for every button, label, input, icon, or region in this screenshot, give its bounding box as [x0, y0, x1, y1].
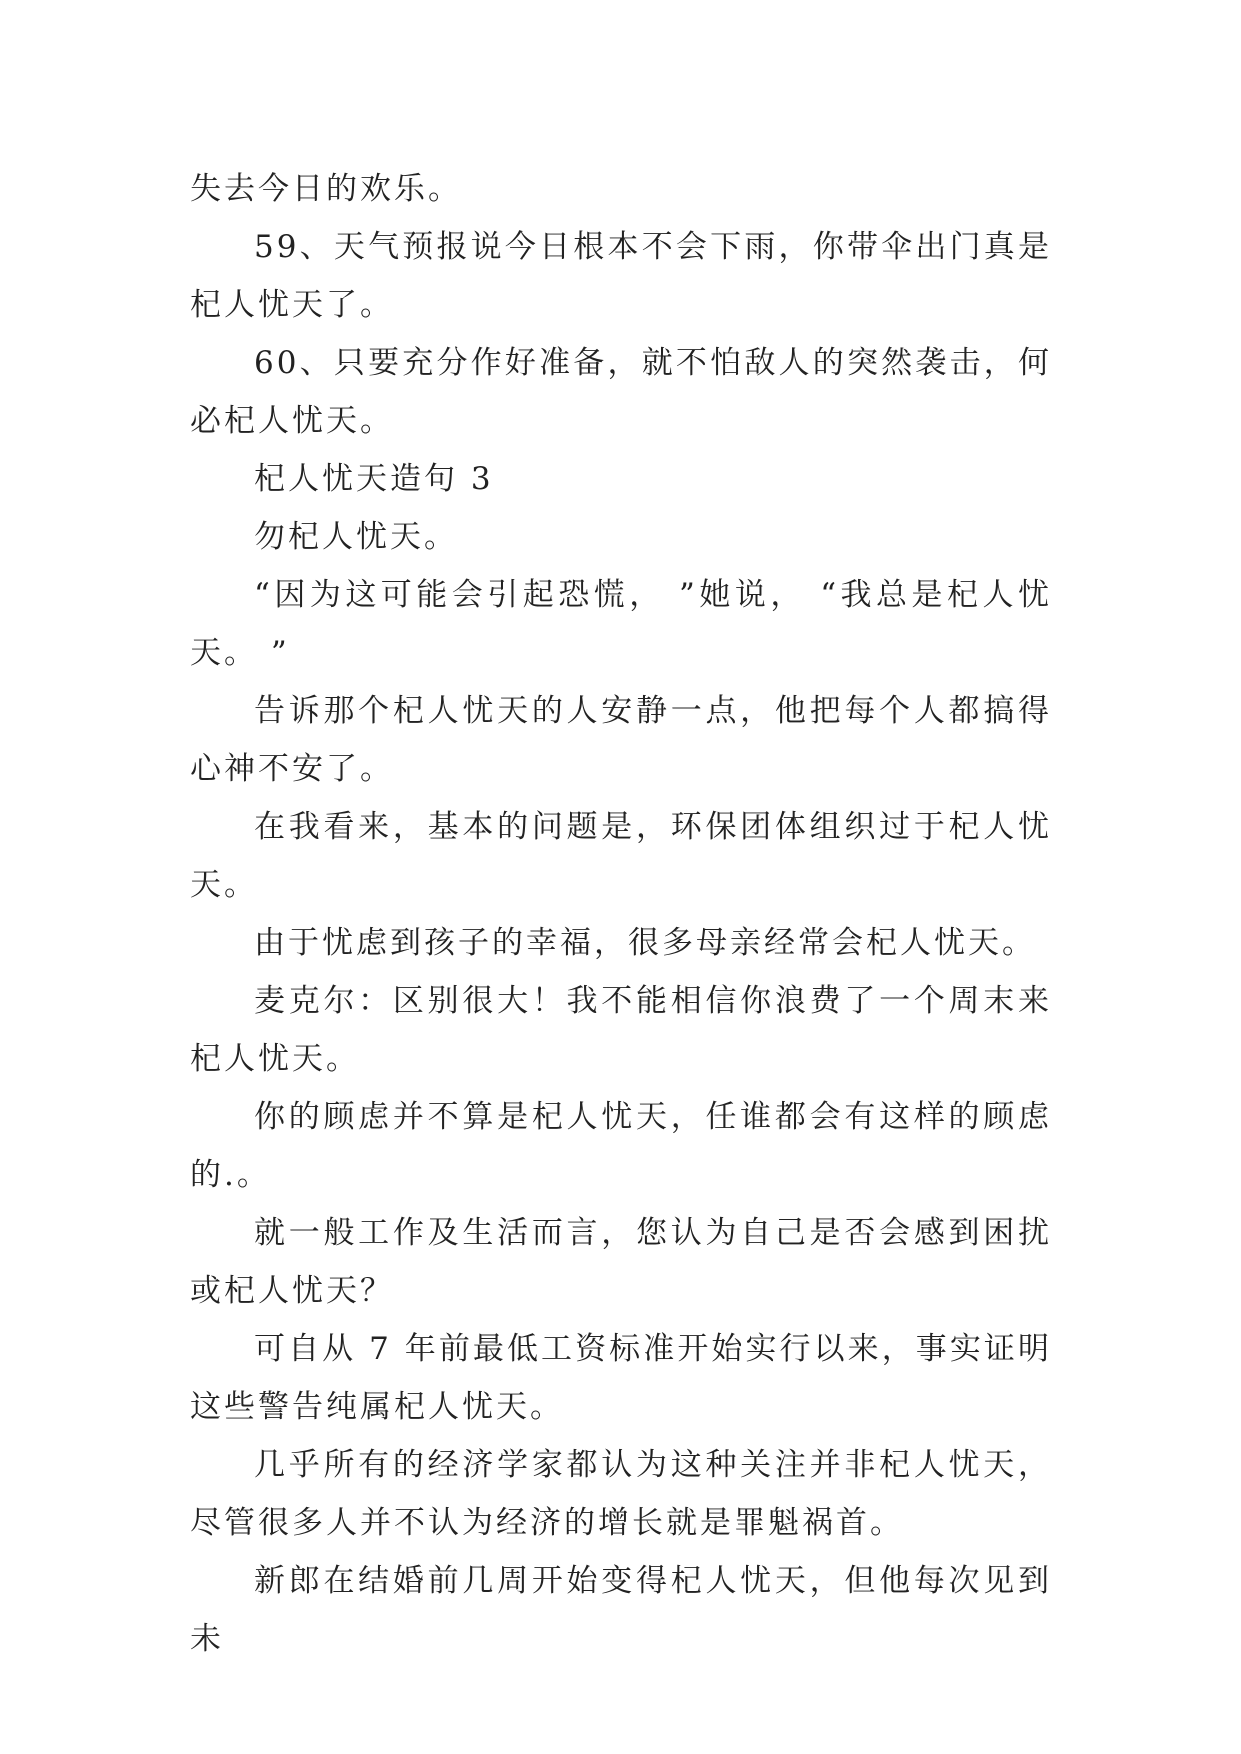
paragraph-59: 59、天气预报说今日根本不会下雨，你带伞出门真是杞人忧天了。	[190, 229, 1052, 323]
document-page	[190, 160, 1052, 1668]
paragraph: 在我看来，基本的问题是，环保团体组织过于杞人忧天。	[190, 809, 1052, 903]
section-heading: 杞人忧天造句 3	[254, 461, 494, 497]
paragraph: 你的顾虑并不算是杞人忧天，任谁都会有这样的顾虑的.。	[190, 1099, 1052, 1193]
paragraph: 几乎所有的经济学家都认为这种关注并非杞人忧天，尽管很多人并不认为经济的增长就是罪魁祸首。	[190, 1447, 1052, 1541]
paragraph: 告诉那个杞人忧天的人安静一点，他把每个人都搞得心神不安了。	[190, 693, 1052, 787]
paragraph: 麦克尔：区别很大！我不能相信你浪费了一个周末来杞人忧天。	[190, 983, 1052, 1077]
paragraph-truncated: 新郎在结婚前几周开始变得杞人忧天，但他每次见到未	[190, 1563, 1052, 1657]
paragraph: 由于忧虑到孩子的幸福，很多母亲经常会杞人忧天。	[254, 925, 1036, 961]
paragraph: 就一般工作及生活而言，您认为自己是否会感到困扰或杞人忧天？	[190, 1215, 1052, 1309]
paragraph-continuation: 失去今日的欢乐。	[190, 171, 462, 207]
paragraph-60: 60、只要充分作好准备，就不怕敌人的突然袭击，何必杞人忧天。	[190, 345, 1052, 439]
paragraph: “因为这可能会引起恐慌， ”她说， “我总是杞人忧天。 ”	[190, 577, 1052, 671]
paragraph: 勿杞人忧天。	[254, 519, 458, 555]
paragraph: 可自从 7 年前最低工资标准开始实行以来，事实证明这些警告纯属杞人忧天。	[190, 1331, 1052, 1425]
